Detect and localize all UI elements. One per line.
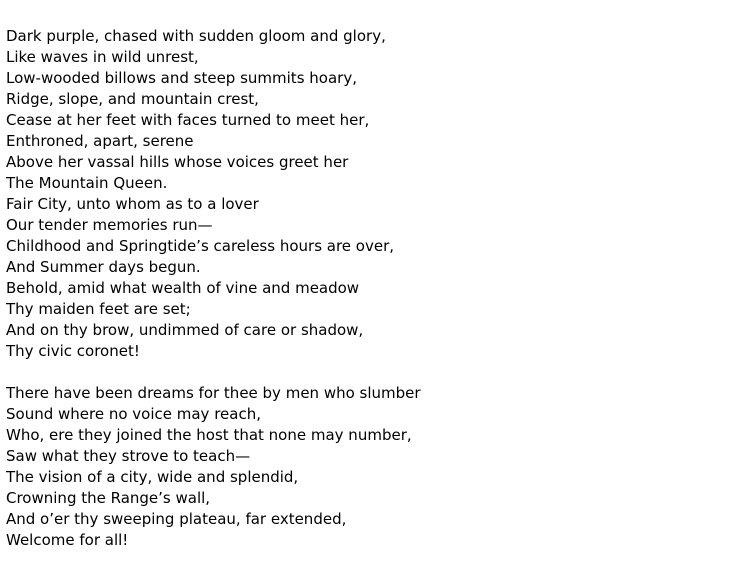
- poem-line: And o’er thy sweeping plateau, far extended,: [6, 510, 347, 528]
- poem-line: Enthroned, apart, serene: [6, 132, 194, 150]
- poem-line: Our tender memories run—: [6, 216, 213, 234]
- poem-line: Welcome for all!: [6, 531, 129, 549]
- poem-line: Thy maiden feet are set;: [6, 300, 191, 318]
- poem-line: Dark purple, chased with sudden gloom and glory,: [6, 27, 386, 45]
- poem-line: Fair City, unto whom as to a lover: [6, 195, 259, 213]
- poem-line: Low-wooded billows and steep summits hoary,: [6, 69, 357, 87]
- poem-line: Cease at her feet with faces turned to meet her,: [6, 111, 370, 129]
- poem-line: Above her vassal hills whose voices greet her: [6, 153, 349, 171]
- poem-line: And on thy brow, undimmed of care or shadow,: [6, 321, 364, 339]
- poem-line: Childhood and Springtide’s careless hours are over,: [6, 237, 395, 255]
- poem-line: And Summer days begun.: [6, 258, 201, 276]
- poem-text: [6, 26, 421, 551]
- poem-line: Like waves in wild unrest,: [6, 48, 199, 66]
- poem-line: The vision of a city, wide and splendid,: [6, 468, 299, 486]
- poem-line: The Mountain Queen.: [6, 174, 168, 192]
- stanza-1: [6, 26, 421, 362]
- stanza-2: [6, 383, 421, 551]
- poem-line: Behold, amid what wealth of vine and meadow: [6, 279, 360, 297]
- poem-line: Thy civic coronet!: [6, 342, 140, 360]
- poem-line: There have been dreams for thee by men who slumber: [6, 384, 421, 402]
- poem-line: Crowning the Range’s wall,: [6, 489, 211, 507]
- poem-line: Sound where no voice may reach,: [6, 405, 261, 423]
- poem-line: Ridge, slope, and mountain crest,: [6, 90, 259, 108]
- poem-line: Saw what they strove to teach—: [6, 447, 251, 465]
- poem-line: Who, ere they joined the host that none may number,: [6, 426, 412, 444]
